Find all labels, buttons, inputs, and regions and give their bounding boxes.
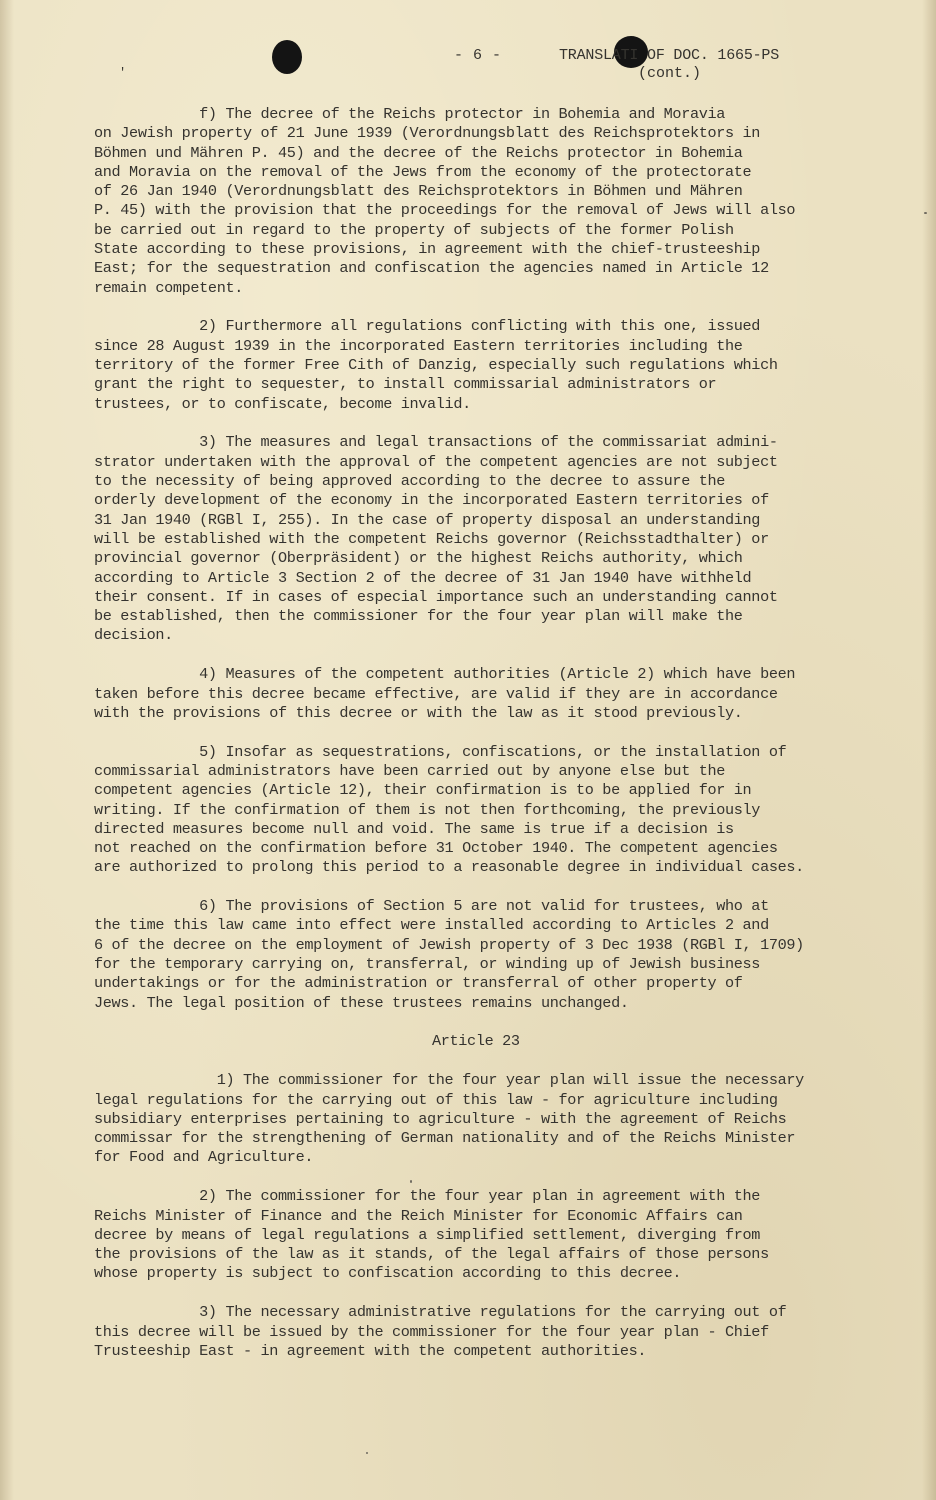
text-line: directed measures become null and void. The same is true if a decision is <box>94 819 734 838</box>
text-line: the time this law came into effect were installed according to Articles 2 and <box>94 916 769 935</box>
text-line: commissar for the strengthening of German nationality and of the Reichs Minister <box>94 1129 796 1148</box>
punch-hole-left <box>272 40 302 74</box>
text-line: competent agencies (Article 12), their confirmation is to be applied for in <box>94 781 752 800</box>
paragraph <box>94 105 894 298</box>
text-line: 6 of the decree on the employment of Jewish property of 3 Dec 1938 (RGBl I, 1709) <box>94 935 804 954</box>
text-line: be carried out in regard to the property of subjects of the former Polish <box>94 220 734 239</box>
page-number: - 6 - <box>454 47 502 64</box>
document-body <box>94 105 894 1381</box>
margin-mark: ' <box>119 66 127 80</box>
paragraph <box>94 897 894 1013</box>
text-line: for Food and Agriculture. <box>94 1148 314 1167</box>
text-line: 2) The commissioner for the four year plan in agreement with the <box>94 1187 761 1206</box>
text-line: strator undertaken with the approval of the competent agencies are not subject <box>94 452 778 471</box>
text-line: 3) The necessary administrative regulations for the carrying out of <box>94 1303 787 1322</box>
text-line: subsidiary enterprises pertaining to agriculture - with the agreement of Reichs <box>94 1109 787 1128</box>
paragraph <box>94 1187 894 1283</box>
text-line: 3) The measures and legal transactions of the commissariat admini- <box>94 433 778 452</box>
text-line: this decree will be issued by the commissioner for the four year plan - Chief <box>94 1322 769 1341</box>
document-title: TRANSLATI OF DOC. 1665-PS <box>559 47 780 64</box>
page-edge-right <box>922 0 936 1500</box>
text-line: are authorized to prolong this period to a reasonable degree in individual cases. <box>94 858 804 877</box>
paragraph <box>94 743 894 878</box>
text-line: with the provisions of this decree or with the law as it stood previously. <box>94 703 743 722</box>
text-line: taken before this decree became effective, are valid if they are in accordance <box>94 684 778 703</box>
paragraph <box>94 1071 894 1167</box>
text-line: Trusteeship East - in agreement with the competent authorities. <box>94 1341 647 1360</box>
text-line: according to Article 3 Section 2 of the decree of 31 Jan 1940 have withheld <box>94 568 752 587</box>
text-line: provincial governor (Oberpräsident) or the highest Reichs authority, which <box>94 549 743 568</box>
text-line: Reichs Minister of Finance and the Reich Minister for Economic Affairs can <box>94 1206 743 1225</box>
text-line: the provisions of the law as it stands, of the legal affairs of those persons <box>94 1245 769 1264</box>
text-line: East; for the sequestration and confiscation the agencies named in Article 12 <box>94 259 769 278</box>
text-line: P. 45) with the provision that the proceedings for the removal of Jews will also <box>94 201 796 220</box>
text-line: to the necessity of being approved according to the decree to assure the <box>94 472 726 491</box>
text-line: and Moravia on the removal of the Jews from the economy of the protectorate <box>94 162 752 181</box>
text-line: orderly development of the economy in the incorporated Eastern territories of <box>94 491 769 510</box>
text-line: 2) Furthermore all regulations conflicting with this one, issued <box>94 317 761 336</box>
text-line: remain competent. <box>94 278 243 297</box>
text-line: for the temporary carrying on, transferral, or winding up of Jewish business <box>94 955 761 974</box>
page-edge-left <box>0 0 14 1500</box>
text-line: 31 Jan 1940 (RGBl I, 255). In the case of property disposal an understanding <box>94 510 761 529</box>
paragraph <box>94 433 894 645</box>
continued-label: (cont.) <box>638 65 702 82</box>
text-line: will be established with the competent Reichs governor (Reichsstadthalter) or <box>94 529 769 548</box>
text-line: Böhmen und Mähren P. 45) and the decree of the Reichs protector in Bohemia <box>94 143 743 162</box>
text-line: 6) The provisions of Section 5 are not valid for trustees, who at <box>94 897 769 916</box>
text-line: of 26 Jan 1940 (Verordnungsblatt des Reichsprotektors in Böhmen und Mähren <box>94 182 743 201</box>
text-line: 4) Measures of the competent authorities (Article 2) which have been <box>94 665 796 684</box>
text-line: Jews. The legal position of these trustees remains unchanged. <box>94 993 629 1012</box>
text-line: since 28 August 1939 in the incorporated Eastern territories including the <box>94 336 743 355</box>
paragraph <box>94 665 894 723</box>
text-line: territory of the former Free Cith of Danzig, especially such regulations which <box>94 356 778 375</box>
text-line: on Jewish property of 21 June 1939 (Verordnungsblatt des Reichsprotektors in <box>94 124 761 143</box>
text-line: their consent. If in cases of especial importance such an understanding cannot <box>94 587 778 606</box>
text-line: be established, then the commissioner for the four year plan will make the <box>94 607 743 626</box>
text-line: decree by means of legal regulations a simplified settlement, diverging from <box>94 1225 761 1244</box>
text-line: whose property is subject to confiscation according to this decree. <box>94 1264 682 1283</box>
text-line: undertakings or for the administration or transferral of other property of <box>94 974 743 993</box>
text-line: 1) The commissioner for the four year plan will issue the necessary <box>94 1071 804 1090</box>
paper-speck <box>366 1452 368 1454</box>
paragraph <box>94 317 894 413</box>
text-line: commissarial administrators have been carried out by anyone else but the <box>94 761 726 780</box>
text-line: legal regulations for the carrying out of this law - for agriculture including <box>94 1090 778 1109</box>
paper-speck <box>924 212 927 214</box>
text-line: grant the right to sequester, to install commissarial administrators or <box>94 375 717 394</box>
text-line: writing. If the confirmation of them is not then forthcoming, the previously <box>94 800 761 819</box>
text-line: trustees, or to confiscate, become invalid. <box>94 394 471 413</box>
text-line: decision. <box>94 626 173 645</box>
text-line: f) The decree of the Reichs protector in Bohemia and Moravia <box>94 105 726 123</box>
text-line: 5) Insofar as sequestrations, confiscations, or the installation of <box>94 742 787 761</box>
paragraph <box>94 1303 894 1361</box>
text-line: not reached on the confirmation before 31 October 1940. The competent agencies <box>94 839 778 858</box>
text-line: State according to these provisions, in agreement with the chief-trusteeship <box>94 240 761 259</box>
article-heading: Article 23 <box>432 1032 520 1051</box>
